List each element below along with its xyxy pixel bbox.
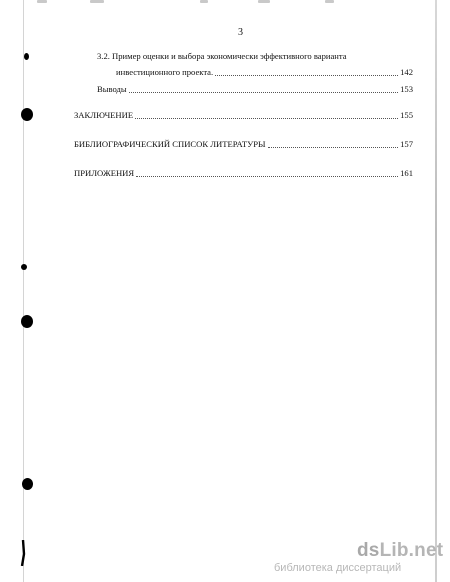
toc-entry xyxy=(74,110,413,121)
dot-leader xyxy=(268,146,399,148)
toc-page-number: 157 xyxy=(400,139,413,149)
dot-leader xyxy=(215,74,398,76)
toc-entry-title: 3.2. Пример оценки и выбора экономически эффективного варианта xyxy=(97,51,347,61)
scan-right-edge xyxy=(435,0,437,582)
toc-page-number: 142 xyxy=(400,67,413,77)
toc-page-number: 155 xyxy=(400,110,413,120)
scan-left-edge xyxy=(23,0,24,582)
watermark-logo: dsLib.net xyxy=(357,540,444,561)
punch-hole-mark xyxy=(24,53,29,60)
watermark xyxy=(274,540,444,576)
toc-entry xyxy=(97,84,413,95)
punch-hole-mark xyxy=(21,264,27,270)
toc-entry-title: ПРИЛОЖЕНИЯ xyxy=(74,168,135,178)
toc-page-number: 161 xyxy=(400,168,413,178)
toc-entry xyxy=(74,139,413,150)
punch-hole-mark xyxy=(21,108,33,121)
toc-entry xyxy=(116,67,413,78)
toc-entry xyxy=(74,168,413,179)
watermark-subtitle: библиотека диссертаций xyxy=(274,562,402,574)
page-number: 3 xyxy=(238,27,243,38)
toc-page-number: 153 xyxy=(400,84,413,94)
dot-leader xyxy=(135,117,398,119)
punch-hole-mark xyxy=(22,478,33,490)
toc-entry-title: ЗАКЛЮЧЕНИЕ xyxy=(74,110,134,120)
scan-corner-stroke xyxy=(20,540,26,566)
scan-top-marks xyxy=(0,0,450,6)
dot-leader xyxy=(129,91,398,93)
punch-hole-mark xyxy=(21,315,33,328)
dot-leader xyxy=(136,175,398,177)
toc-entry-title: инвестиционного проекта. xyxy=(116,67,214,77)
toc-entry-title: Выводы xyxy=(97,84,127,94)
toc-entry-title: БИБЛИОГРАФИЧЕСКИЙ СПИСОК ЛИТЕРАТУРЫ xyxy=(74,139,266,149)
